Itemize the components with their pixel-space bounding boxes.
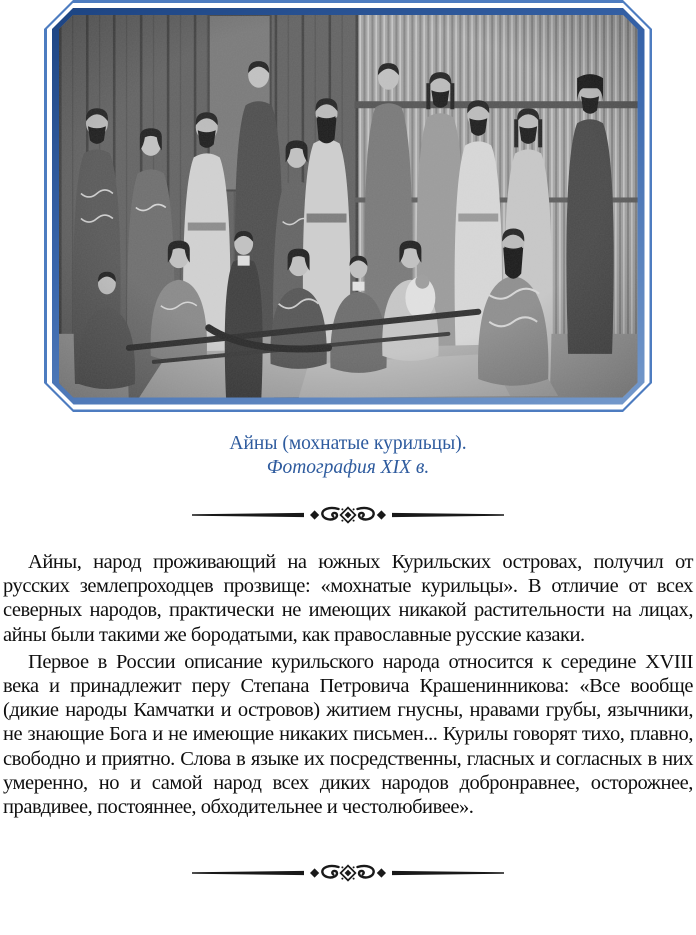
section-divider-top <box>192 506 504 524</box>
caption-title: Айны (мохнатые курильцы). <box>229 433 467 454</box>
scroll-ornament-icon <box>192 506 504 524</box>
paragraph-2: Первое в России описание курильского народа относится к середине XVIII века и принадлежит перу Степана Петровича Крашенинникова: «Все вообще (дикие народы Камчатки и островов) житием гнусны, нравами грубы, язычники, не знающие Бога и не имеющие никаких письмен... Курилы говорят тихо, плавно, свободно и приятно. Слова в языке их посредственны, гласных и согласных в них умеренно, но и самой народ всех диких народов добронравнее, осторожнее, правдивее, постояннее, обходительнее и честолюбивее». <box>3 650 693 819</box>
section-divider-bottom <box>192 864 504 882</box>
photo-frame <box>44 0 652 412</box>
photo-caption <box>0 432 696 480</box>
photo-frame-border <box>52 8 645 405</box>
ainu-group-photo <box>59 15 638 398</box>
photo-frame-gap <box>47 3 650 410</box>
scroll-ornament-icon <box>192 864 504 882</box>
article-text <box>0 550 696 819</box>
ainu-group-photo-drawing <box>59 15 638 398</box>
caption-subtitle: Фотография XIX в. <box>266 457 430 478</box>
paragraph-1: Айны, народ проживающий на южных Курильских островах, получил от русских землепроходцев прозвище: «мохнатые курильцы». В отличие от всех северных народов, практически не имеющих никакой растительности на лицах, айны были такими же бородатыми, как православные русские казаки. <box>3 551 693 646</box>
